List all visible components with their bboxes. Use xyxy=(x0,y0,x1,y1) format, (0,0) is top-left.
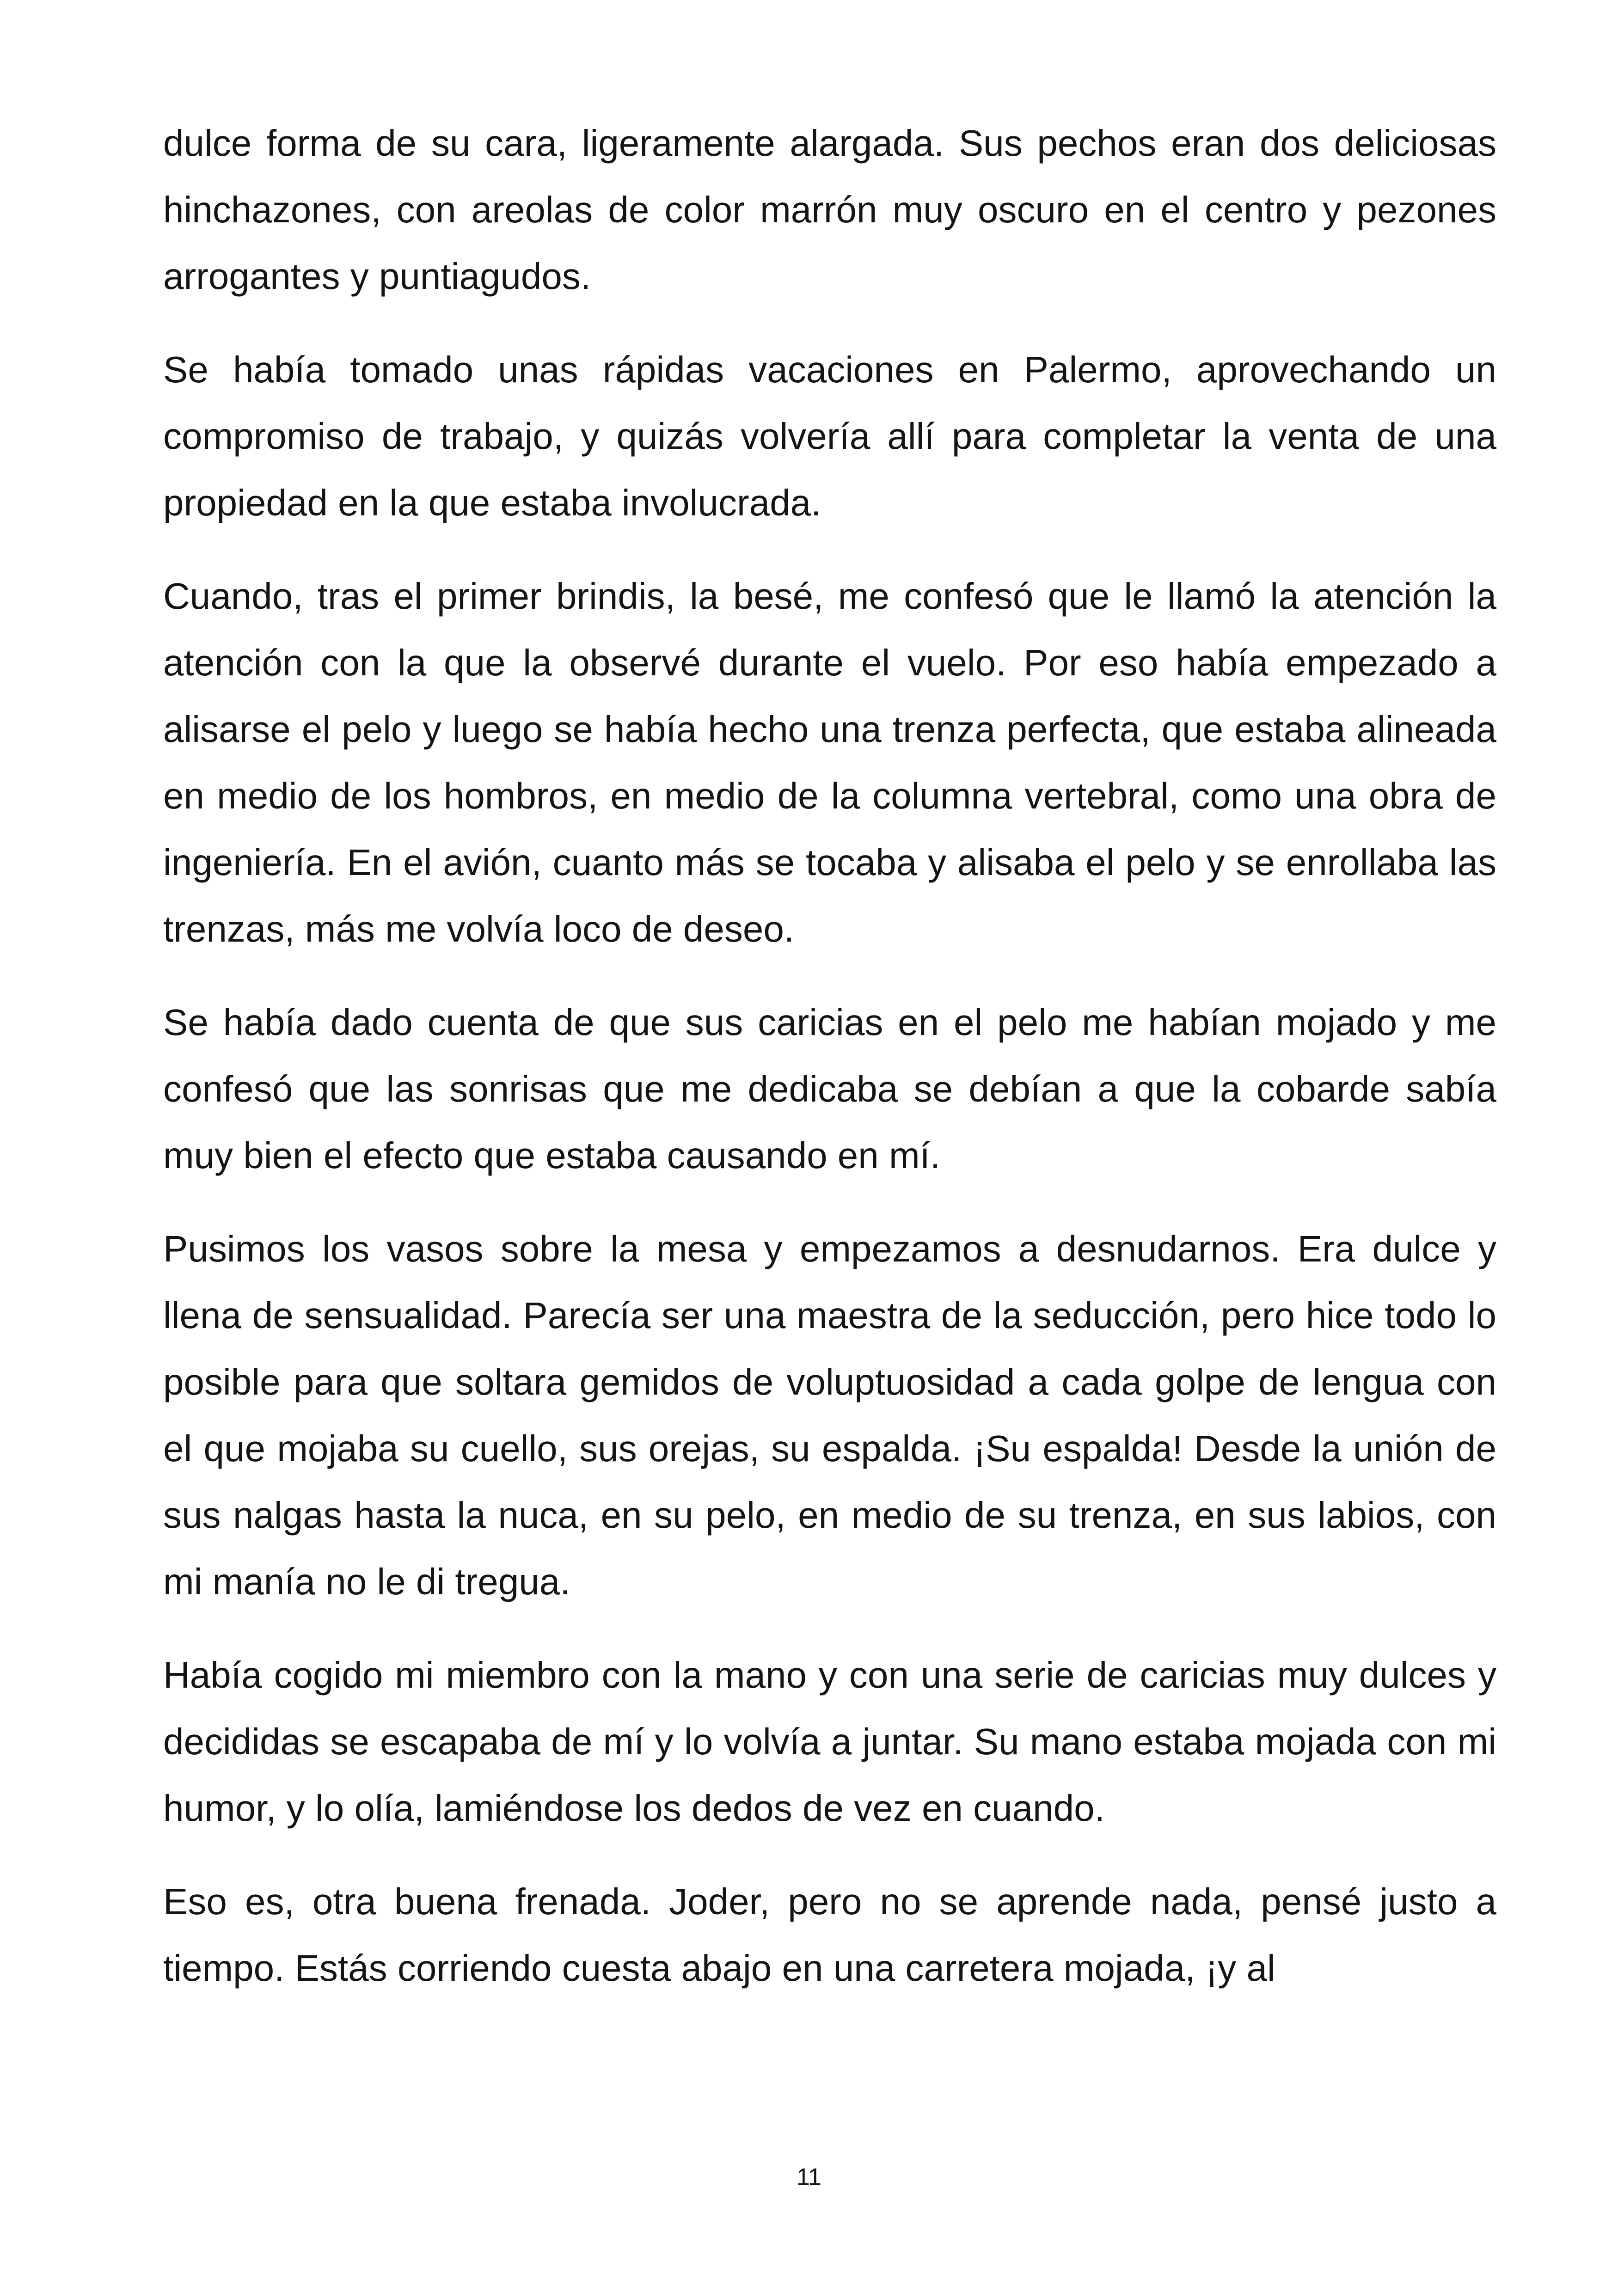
page-number: 11 xyxy=(797,2164,821,2191)
paragraph: Cuando, tras el primer brindis, la besé, me confesó que le llamó la atención la atención con la que la observé durante el vuelo. Por eso había empezado a alisarse el pelo y luego se había hecho una trenza perfecta, que estaba alineada en medio de los hombros, en medio de la columna vertebral, como una obra de ingeniería. En el avión, cuanto más se tocaba y alisaba el pelo y se enrollaba las trenzas, más me volvía loco de deseo. xyxy=(163,576,1496,949)
paragraph: Se había tomado unas rápidas vacaciones en Palermo, aprovechando un compromiso de trabajo, y quizás volvería allí para completar la venta de una propiedad en la que estaba involucrada. xyxy=(163,349,1496,523)
paragraph: Eso es, otra buena frenada. Joder, pero no se aprende nada, pensé justo a tiempo. Estás corriendo cuesta abajo en una carretera mojada, ¡y al xyxy=(163,1881,1496,1989)
paragraph: Pusimos los vasos sobre la mesa y empezamos a desnudarnos. Era dulce y llena de sensualidad. Parecía ser una maestra de la seducción, pero hice todo lo posible para que soltara gemidos de voluptuosidad a cada golpe de lengua con el que mojaba su cuello, sus orejas, su espalda. ¡Su espalda! Desde la unión de sus nalgas hasta la nuca, en su pelo, en medio de su trenza, en sus labios, con mi manía no le di tregua. xyxy=(163,1228,1496,1602)
text-body xyxy=(163,110,1496,2002)
paragraph: Se había dado cuenta de que sus caricias en el pelo me habían mojado y me confesó que las sonrisas que me dedicaba se debían a que la cobarde sabía muy bien el efecto que estaba causando en mí. xyxy=(163,1002,1496,1176)
paragraph: Había cogido mi miembro con la mano y con una serie de caricias muy dulces y decididas se escapaba de mí y lo volvía a juntar. Su mano estaba mojada con mi humor, y lo olía, lamiéndose los dedos de vez en cuando. xyxy=(163,1654,1496,1829)
paragraph: dulce forma de su cara, ligeramente alargada. Sus pechos eran dos deliciosas hinchazones, con areolas de color marrón muy oscuro en el centro y pezones arrogantes y puntiagudos. xyxy=(163,122,1496,297)
